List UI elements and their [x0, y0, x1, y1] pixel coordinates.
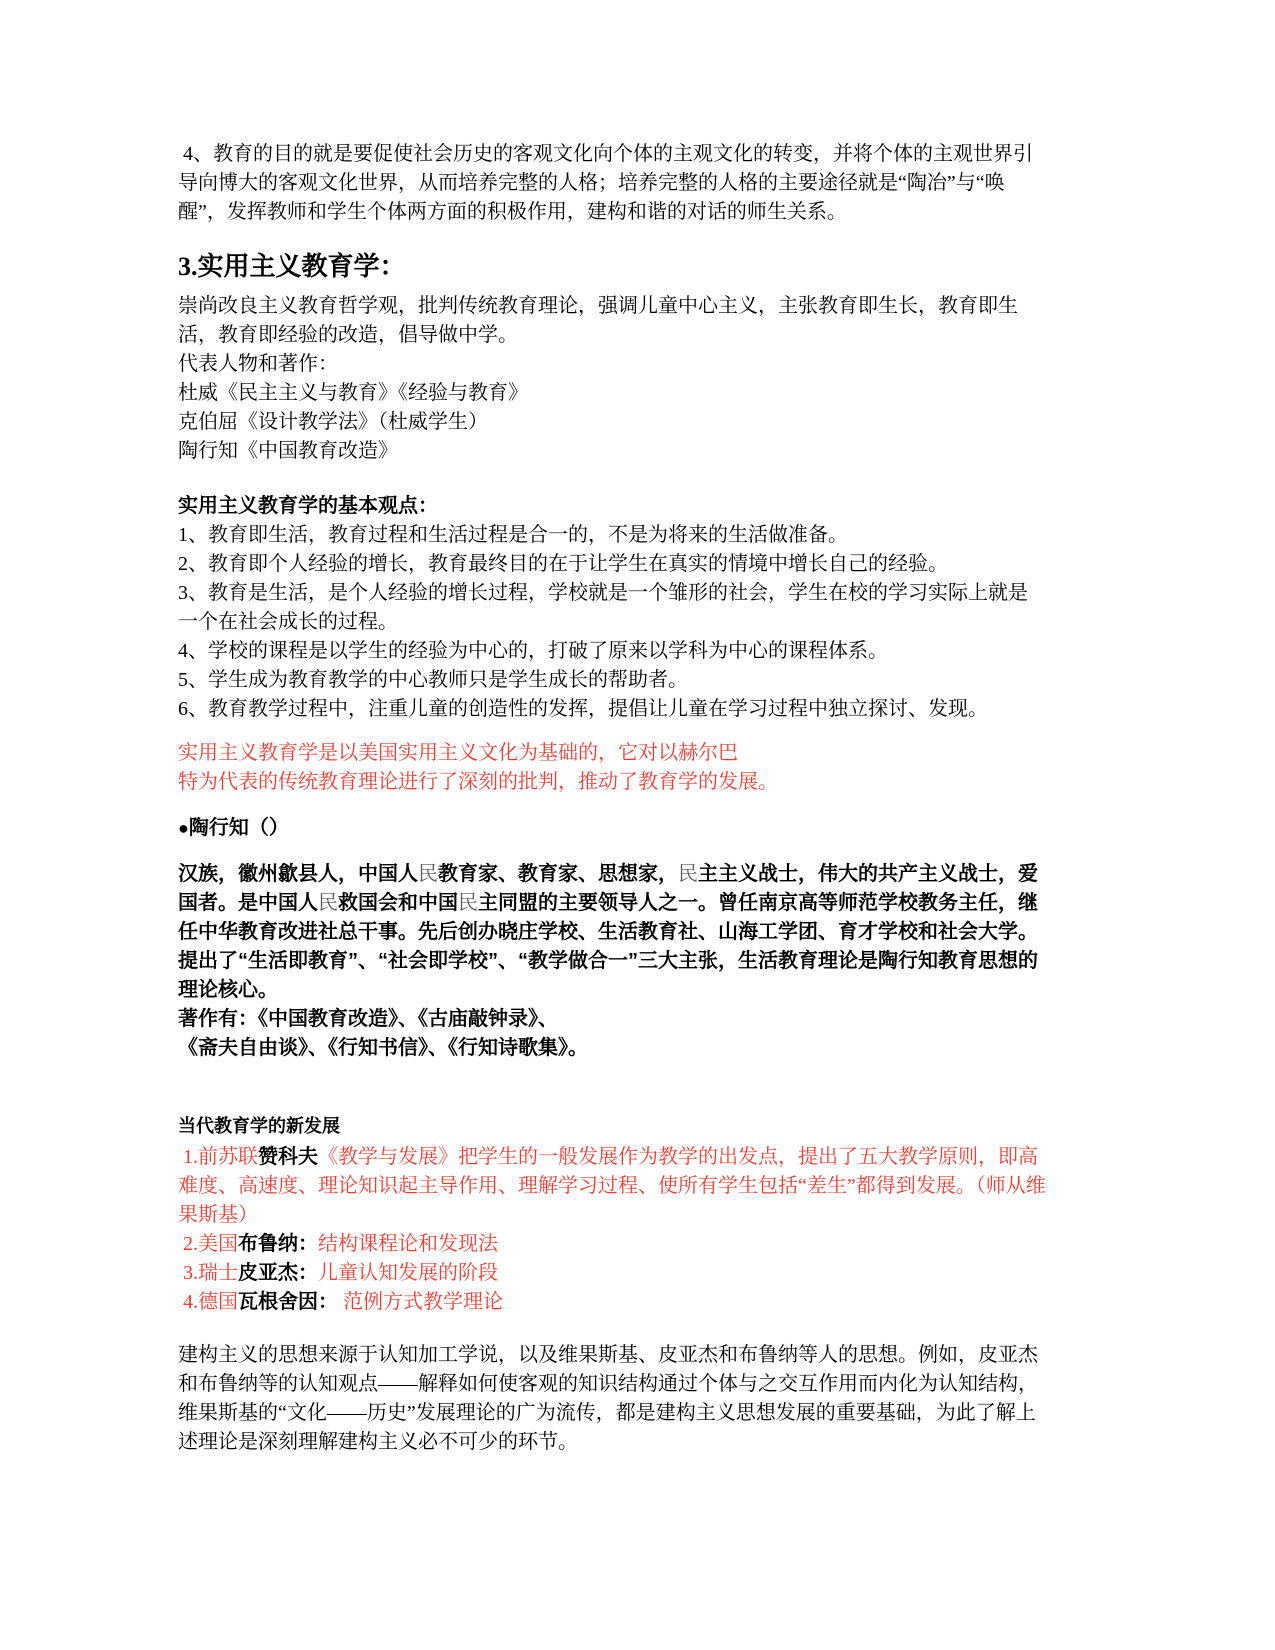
text-run-em: 布鲁纳：: [238, 1233, 318, 1255]
text-run-plain: 主主义战士，伟大的共产主义战士，爱国者。是中国人: [178, 863, 1038, 914]
text-run-red: 3.瑞士: [178, 1262, 238, 1284]
text-run-red: 4.德国: [178, 1291, 238, 1313]
text-run-alt: 民: [458, 892, 478, 914]
modern-item-zankov: [178, 1143, 1047, 1230]
modern-item-bruner: [178, 1230, 1047, 1259]
basic-view-item-6: 6、教育教学过程中，注重儿童的创造性的发挥，提倡让儿童在学习过程中独立探讨、发现。: [178, 698, 988, 720]
note-pragmatism-critique-line-1: 实用主义教育学是以美国实用主义文化为基础的，它对以赫尔巴: [178, 742, 738, 764]
text-run-red: 1.前苏联: [178, 1146, 258, 1168]
paragraph-pragmatism-overview: 崇尚改良主义教育哲学观，批判传统教育理论，强调儿童中心主义，主张教育即生长，教育即生活，教育即经验的改造，倡导做中学。: [178, 295, 1018, 346]
line-representative-kilpatrick: 克伯屈《设计教学法》（杜威学生）: [178, 411, 488, 433]
text-run-red: 《教学与发展》把学生的一般发展作为教学的出发点，提出了五大教学原则，即高难度、高速度、理论知识起主导作用、理解学习过程、使所有学生包括“差生”都得到发展。（师从维果斯基）: [178, 1146, 1046, 1226]
text-run-alt: 民: [418, 863, 438, 885]
text-run-red: 2.美国: [178, 1233, 238, 1255]
text-run-em: 赞科夫: [258, 1146, 318, 1168]
heading-tao-xingzhi-text: 陶行知（）: [188, 817, 289, 839]
text-run-plain: 教育家、教育家、思想家，: [438, 863, 678, 885]
line-tao-works-2: 《斋夫自由谈》、《行知书信》、《行知诗歌集》。: [178, 1037, 588, 1059]
text-run-plain: 救国会和中国: [338, 892, 458, 914]
text-run-plain: 主同盟的主要领导人之一。曾任南京高等师范学校教务主任，继任中华教育改进社总干事。先后创办晓庄学校、生活教育社、山海工学团、育才学校和社会大学。提出了“生活即教育”、“社会即学校”、“教学做合一”三大主张，生活教育理论是陶行知教育思想的理论核心。: [178, 892, 1038, 1001]
line-representative-dewey: 杜威《民主主义与教育》《经验与教育》: [178, 382, 528, 404]
basic-view-item-1: 1、教育即生活，教育过程和生活过程是合一的，不是为将来的生活做准备。: [178, 524, 848, 546]
heading-modern-development: 当代教育学的新发展: [178, 1116, 340, 1136]
text-run-red: 儿童认知发展的阶段: [318, 1262, 498, 1284]
modern-item-wagenschein: [178, 1288, 1047, 1317]
line-representative-tao: 陶行知《中国教育改造》: [178, 440, 398, 462]
basic-view-item-2: 2、教育即个人经验的增长，教育最终目的在于让学生在真实的情境中增长自己的经验。: [178, 553, 948, 575]
heading-basic-views: 实用主义教育学的基本观点：: [178, 495, 438, 517]
paragraph-tao-biography: [178, 860, 1047, 1005]
paragraph-constructivism: 建构主义的思想来源于认知加工学说，以及维果斯基、皮亚杰和布鲁纳等人的思想。例如，皮亚杰和布鲁纳等的认知观点——解释如何使客观的知识结构通过个体与之交互作用而内化为认知结构，维果斯基的“文化——历史”发展理论的广为流传，都是建构主义思想发展的重要基础，为此了解上述理论是深刻理解建构主义必不可少的环节。: [178, 1344, 1038, 1453]
note-pragmatism-critique-line-2: 特为代表的传统教育理论进行了深刻的批判，推动了教育学的发展。: [178, 771, 778, 793]
basic-view-item-4: 4、学校的课程是以学生的经验为中心的，打破了原来以学科为中心的课程体系。: [178, 640, 888, 662]
bullet-icon: ●: [178, 818, 189, 838]
heading-tao-xingzhi: [178, 814, 1047, 843]
paragraph-education-purpose: 4、教育的目的就是要促使社会历史的客观文化向个体的主观文化的转变，并将个体的主观世界引导向博大的客观文化世界，从而培养完整的人格；培养完整的人格的主要途径就是“陶冶”与“唤醒”，发挥教师和学生个体两方面的积极作用，建构和谐的对话的师生关系。: [178, 143, 1033, 223]
heading-pragmatic-pedagogy: 3.实用主义教育学：: [178, 252, 406, 281]
text-run-red: 结构课程论和发现法: [318, 1233, 498, 1255]
text-run-em: 皮亚杰：: [238, 1262, 318, 1284]
text-run-alt: 民: [678, 863, 698, 885]
basic-view-item-3: 3、教育是生活，是个人经验的增长过程，学校就是一个雏形的社会，学生在校的学习实际上就是一个在社会成长的过程。: [178, 582, 1028, 633]
text-run-red: 范例方式教学理论: [338, 1291, 503, 1313]
modern-item-piaget: [178, 1259, 1047, 1288]
label-representatives: 代表人物和著作：: [178, 353, 338, 375]
basic-view-item-5: 5、学生成为教育教学的中心教师只是学生成长的帮助者。: [178, 669, 688, 691]
text-run-alt: 民: [318, 892, 338, 914]
text-run-plain: 汉族，徽州歙县人，中国人: [178, 863, 418, 885]
text-run-em: 瓦根舍因：: [238, 1291, 338, 1313]
line-tao-works-1: 著作有：《中国教育改造》、《古庙敲钟录》、: [178, 1008, 558, 1030]
